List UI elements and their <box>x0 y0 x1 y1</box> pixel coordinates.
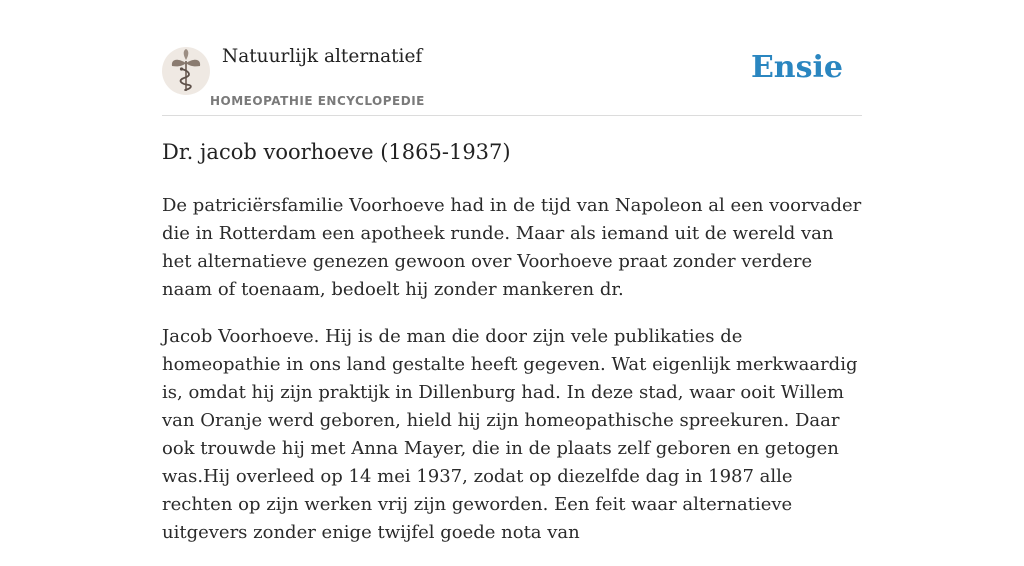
site-title[interactable]: Natuurlijk alternatief <box>222 46 423 67</box>
site-subtitle: HOMEOPATHIE ENCYCLOPEDIE <box>210 94 425 108</box>
brand-logo[interactable]: Ensie <box>750 50 843 85</box>
article-title: Dr. jacob voorhoeve (1865-1937) <box>162 140 511 164</box>
article-body <box>162 192 862 566</box>
article-paragraph: Jacob Voorhoeve. Hij is de man die door zijn vele publikaties de homeopathie in ons land gestalte heeft gegeven. Wat eigenlijk merkwaardig is, omdat hij zijn praktijk in Dillenburg had. In deze stad, waar ooit Willem van Oranje werd geboren, hield hij zijn homeopathische spreekuren. Daar ook trouwde hij met Anna Mayer, die in de plaats zelf geboren en getogen was.Hij overleed op 14 mei 1937, zodat op diezelfde dag in 1987 alle rechten op zijn werken vrij zijn geworden. Een feit waar alternatieve uitgevers zonder enige twijfel goede nota van <box>162 326 858 543</box>
site-logo-icon[interactable] <box>162 47 210 95</box>
article-paragraph: De patriciërsfamilie Voorhoeve had in de tijd van Napoleon al een voorvader die in Rotterdam een apotheek runde. Maar als iemand uit de wereld van het alternatieve genezen gewoon over Voorhoeve praat zonder verdere naam of toenaam, bedoelt hij zonder mankeren dr. <box>162 195 862 300</box>
site-header <box>162 44 862 116</box>
herb-caduceus-icon <box>162 47 210 95</box>
